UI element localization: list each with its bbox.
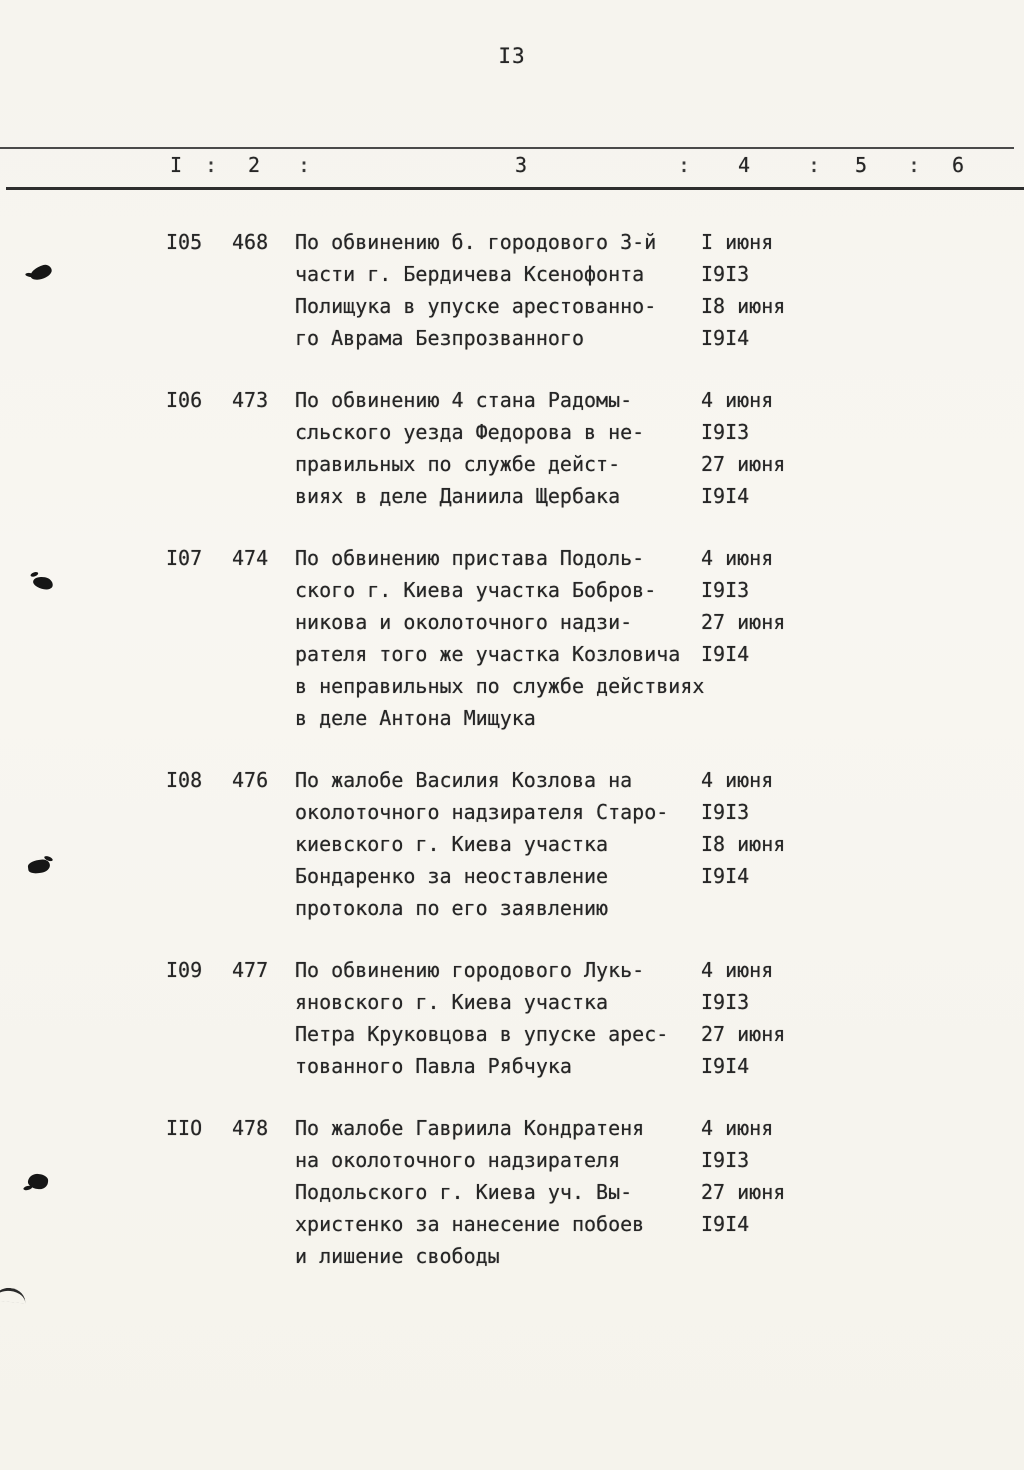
entry-description-line: виях в деле Даниила Щербака	[295, 484, 621, 508]
entry-description-line: рателя того же участка Козловича	[295, 642, 681, 666]
column-header: 3	[515, 153, 528, 177]
column-separator: :	[678, 153, 691, 177]
case-number	[232, 986, 295, 1018]
entry-description-line: Петра Круковцова в упуске арес-	[295, 1022, 669, 1046]
entry-number	[166, 702, 232, 734]
case-number: 476	[232, 768, 269, 792]
entry-line	[0, 448, 1024, 480]
entry-number: IIO	[166, 1116, 203, 1140]
entry-number	[166, 322, 232, 354]
entry-date-line: 4 июня	[701, 958, 774, 982]
column-separator: :	[205, 153, 218, 177]
entry-date-line	[701, 670, 1024, 702]
entry-date-line: I9I3	[701, 420, 750, 444]
entry-number	[166, 1208, 232, 1240]
entry-description-line: По обвинению 4 стана Радомы-	[295, 388, 633, 412]
entry-number: I06	[166, 388, 203, 412]
register-entry	[0, 226, 1024, 354]
column-separator: :	[298, 153, 311, 177]
entry-description-line: околоточного надзирателя Старо-	[295, 800, 669, 824]
entries-list	[0, 226, 1024, 1302]
entry-description-line: го Аврама Безпрозванного	[295, 326, 584, 350]
entry-number: I09	[166, 958, 203, 982]
entry-description-line: протокола по его заявлению	[295, 896, 609, 920]
entry-line	[0, 638, 1024, 670]
entry-date-line	[701, 702, 1024, 734]
entry-date-line: I9I4	[701, 642, 750, 666]
entry-number: I08	[166, 768, 203, 792]
entry-line	[0, 986, 1024, 1018]
case-number	[232, 1050, 295, 1082]
entry-line	[0, 290, 1024, 322]
entry-date-line: I9I3	[701, 800, 750, 824]
entry-description-line: По жалобе Гавриила Кондратеня	[295, 1116, 645, 1140]
entry-line	[0, 542, 1024, 574]
register-entry	[0, 542, 1024, 734]
entry-number	[166, 670, 232, 702]
entry-number	[166, 1240, 232, 1272]
entry-line	[0, 322, 1024, 354]
entry-description-line: никова и околоточного надзи-	[295, 610, 633, 634]
entry-date-line: I9I3	[701, 1148, 750, 1172]
entry-date-line: I9I4	[701, 484, 750, 508]
entry-description-line: и лишение свободы	[295, 1244, 500, 1268]
entry-line	[0, 1112, 1024, 1144]
entry-number	[166, 892, 232, 924]
entry-line	[0, 258, 1024, 290]
case-number	[232, 638, 295, 670]
entry-description-line: правильных по службе дейст-	[295, 452, 621, 476]
entry-number: I07	[166, 546, 203, 570]
entry-description-line: По обвинению б. городового 3-й	[295, 230, 657, 254]
header-rule-top	[0, 147, 1014, 149]
entry-line	[0, 226, 1024, 258]
entry-number	[166, 638, 232, 670]
entry-number	[166, 290, 232, 322]
entry-line	[0, 416, 1024, 448]
case-number	[232, 1240, 295, 1272]
case-number	[232, 448, 295, 480]
column-header: 6	[952, 153, 965, 177]
case-number	[232, 860, 295, 892]
case-number	[232, 1176, 295, 1208]
case-number	[232, 480, 295, 512]
entry-description-line: яновского г. Киева участка	[295, 990, 609, 1014]
entry-description-line: тованного Павла Рябчука	[295, 1054, 572, 1078]
entry-description-line: По жалобе Василия Козлова на	[295, 768, 633, 792]
entry-description-line: По обвинению городового Лукь-	[295, 958, 645, 982]
column-header-row	[0, 153, 1024, 183]
entry-line	[0, 796, 1024, 828]
entry-number: I05	[166, 230, 203, 254]
entry-number	[166, 860, 232, 892]
entry-description-line: Бондаренко за неоставление	[295, 864, 609, 888]
register-entry	[0, 384, 1024, 512]
entry-description-line: сльского уезда Федорова в не-	[295, 420, 645, 444]
column-separator: :	[808, 153, 821, 177]
entry-line	[0, 574, 1024, 606]
entry-number	[166, 986, 232, 1018]
entry-description-line: ского г. Киева участка Бобров-	[295, 578, 657, 602]
entry-line	[0, 954, 1024, 986]
entry-line	[0, 1176, 1024, 1208]
case-number: 468	[232, 230, 269, 254]
column-header: I	[170, 153, 183, 177]
case-number: 473	[232, 388, 269, 412]
entry-date-line: I9I3	[701, 578, 750, 602]
column-separator: :	[908, 153, 921, 177]
entry-description-line: на околоточного надзирателя	[295, 1148, 621, 1172]
case-number	[232, 670, 295, 702]
entry-number	[166, 1050, 232, 1082]
entry-date-line: I9I3	[701, 990, 750, 1014]
case-number	[232, 606, 295, 638]
entry-line	[0, 1240, 1024, 1272]
entry-number	[166, 448, 232, 480]
case-number	[232, 290, 295, 322]
entry-line	[0, 1018, 1024, 1050]
register-entry	[0, 1112, 1024, 1272]
entry-line	[0, 1208, 1024, 1240]
entry-line	[0, 606, 1024, 638]
entry-date-line: I июня	[701, 230, 774, 254]
page-number: I3	[498, 44, 526, 68]
entry-number	[166, 606, 232, 638]
entry-date-line	[701, 1240, 1024, 1272]
entry-date-line: 4 июня	[701, 388, 774, 412]
entry-line	[0, 764, 1024, 796]
entry-date-line: I9I4	[701, 864, 750, 888]
entry-number	[166, 258, 232, 290]
case-number	[232, 258, 295, 290]
entry-number	[166, 1144, 232, 1176]
case-number	[232, 702, 295, 734]
case-number	[232, 574, 295, 606]
entry-date-line: 27 июня	[701, 452, 786, 476]
case-number	[232, 1144, 295, 1176]
entry-number	[166, 480, 232, 512]
entry-description-line: в деле Антона Мищука	[295, 706, 536, 730]
entry-line	[0, 384, 1024, 416]
entry-number	[166, 574, 232, 606]
entry-date-line	[701, 892, 1024, 924]
entry-description-line: Подольского г. Киева уч. Вы-	[295, 1180, 633, 1204]
case-number	[232, 796, 295, 828]
register-entry	[0, 764, 1024, 924]
case-number	[232, 416, 295, 448]
case-number	[232, 1018, 295, 1050]
case-number	[232, 322, 295, 354]
entry-date-line: I8 июня	[701, 294, 786, 318]
entry-line	[0, 1144, 1024, 1176]
header-rule-bottom	[6, 187, 1024, 190]
entry-date-line: I9I4	[701, 326, 750, 350]
entry-date-line: I9I4	[701, 1054, 750, 1078]
entry-date-line: 27 июня	[701, 610, 786, 634]
entry-date-line: 4 июня	[701, 768, 774, 792]
entry-line	[0, 892, 1024, 924]
entry-line	[0, 702, 1024, 734]
entry-date-line: 27 июня	[701, 1180, 786, 1204]
entry-date-line: 4 июня	[701, 1116, 774, 1140]
entry-description-line: киевского г. Киева участка	[295, 832, 609, 856]
case-number	[232, 828, 295, 860]
case-number: 477	[232, 958, 269, 982]
case-number	[232, 1208, 295, 1240]
entry-number	[166, 1176, 232, 1208]
column-header: 5	[855, 153, 868, 177]
entry-date-line: I8 июня	[701, 832, 786, 856]
register-entry	[0, 954, 1024, 1082]
entry-line	[0, 1050, 1024, 1082]
entry-description-line: части г. Бердичева Ксенофонта	[295, 262, 645, 286]
entry-date-line: I9I4	[701, 1212, 750, 1236]
column-header: 2	[248, 153, 261, 177]
case-number: 478	[232, 1116, 269, 1140]
entry-description-line: По обвинению пристава Подоль-	[295, 546, 645, 570]
column-header: 4	[738, 153, 751, 177]
entry-number	[166, 828, 232, 860]
entry-description-line: в неправильных по службе действиях	[295, 674, 705, 698]
entry-description-line: Полищука в упуске арестованно-	[295, 294, 657, 318]
entry-date-line: 4 июня	[701, 546, 774, 570]
entry-number	[166, 796, 232, 828]
entry-line	[0, 860, 1024, 892]
entry-number	[166, 1018, 232, 1050]
case-number	[232, 892, 295, 924]
entry-line	[0, 480, 1024, 512]
entry-number	[166, 416, 232, 448]
entry-date-line: 27 июня	[701, 1022, 786, 1046]
entry-line	[0, 670, 1024, 702]
entry-date-line: I9I3	[701, 262, 750, 286]
entry-line	[0, 828, 1024, 860]
entry-description-line: христенко за нанесение побоев	[295, 1212, 645, 1236]
case-number: 474	[232, 546, 269, 570]
